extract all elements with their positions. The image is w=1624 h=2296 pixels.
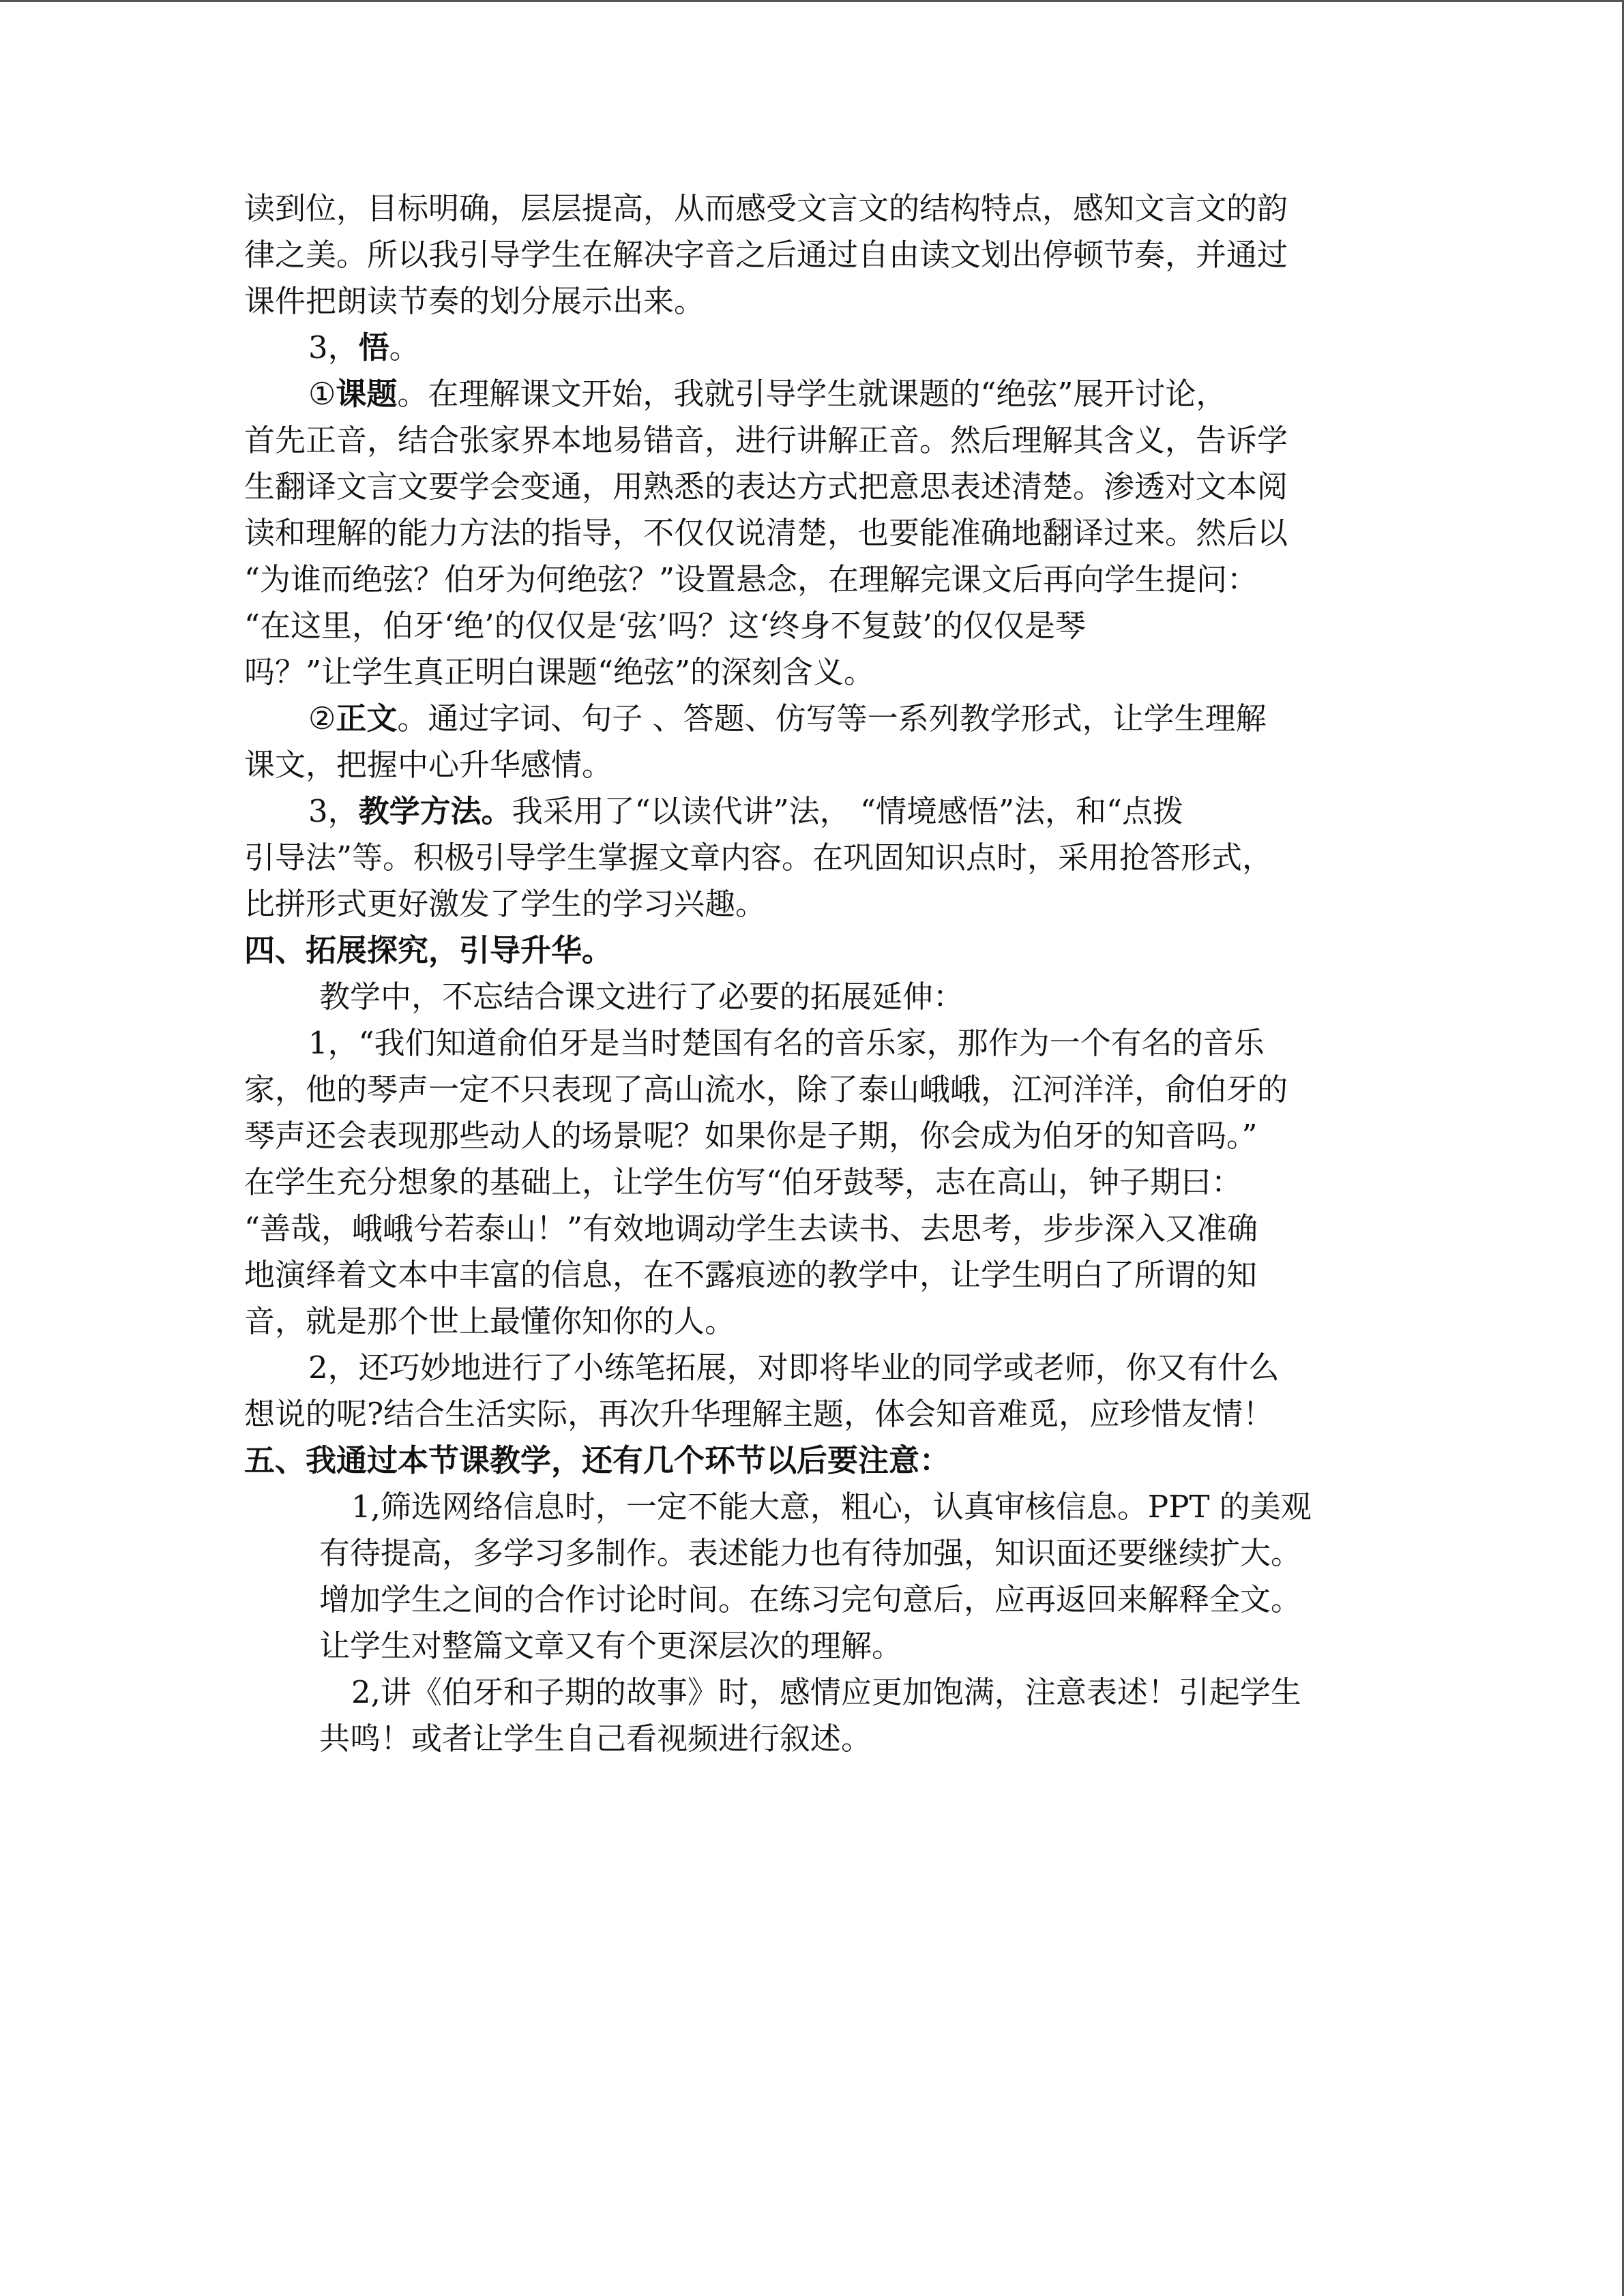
- paragraph-line: 家，他的琴声一定不只表现了高山流水，除了泰山峨峨，江河洋洋，俞伯牙的: [244, 1071, 1288, 1107]
- paragraph-line: 增加学生之间的合作讨论时间。在练习完句意后，应再返回来解释全文。: [319, 1581, 1302, 1617]
- subitem-keti: [244, 371, 1382, 417]
- paragraph-line: 在学生充分想象的基础上，让学生仿写“伯牙鼓琴，志在高山，钟子期曰：: [244, 1164, 1243, 1200]
- subsection-title: 悟: [358, 329, 389, 366]
- paragraph-line: 有待提高，多学习多制作。表述能力也有待加强，知识面还要继续扩大。: [319, 1535, 1302, 1571]
- item-number: ①: [308, 376, 336, 412]
- page-top-border: [0, 0, 1624, 2]
- section-heading-5: 五、我通过本节课教学，还有几个环节以后要注意：: [244, 1442, 951, 1478]
- paragraph-line: “善哉，峨峨兮若泰山！”有效地调动学生去读书、去思考，步步深入又准确: [244, 1210, 1258, 1247]
- paragraph-line: 吗？”让学生真正明白课题“绝弦”的深刻含义。: [244, 654, 875, 690]
- paragraph-text: 。通过字词、句子 、答题、仿写等一系列教学形式，让学生理解: [397, 700, 1267, 736]
- punctuation: 。: [389, 329, 420, 366]
- paragraph-line: 读和理解的能力方法的指导，不仅仅说清楚，也要能准确地翻译过来。然后以: [244, 515, 1288, 551]
- subitem-title: 正文: [336, 700, 398, 736]
- item-number: ②: [308, 700, 336, 736]
- paragraph-line: 2，还巧妙地进行了小练笔拓展，对即将毕业的同学或老师，你又有什么: [308, 1350, 1280, 1386]
- subitem-title: 课题: [336, 376, 398, 412]
- paragraph-line: 共鸣！或者让学生自己看视频进行叙述。: [319, 1720, 872, 1757]
- paragraph-line: 生翻译文言文要学会变通，用熟悉的表达方式把意思表述清楚。渗透对文本阅: [244, 468, 1288, 505]
- paragraph-line: 首先正音，结合张家界本地易错音，进行讲解正音。然后理解其含义，告诉学: [244, 422, 1288, 458]
- paragraph-line: 比拼形式更好激发了学生的学习兴趣。: [244, 886, 767, 922]
- item-number: 3，: [308, 793, 359, 829]
- paragraph-text: 。在理解课文开始，我就引导学生就课题的“绝弦”展开讨论，: [397, 376, 1227, 412]
- item-number: 3，: [308, 329, 359, 366]
- paragraph-line: 想说的呢?结合生活实际，再次升华理解主题，体会知音难觅，应珍惜友情！: [244, 1396, 1274, 1432]
- paragraph-text: 我采用了“以读代讲”法， “情境感悟”法，和“点拨: [512, 793, 1183, 829]
- paragraph-line: 音，就是那个世上最懂你知你的人。: [244, 1303, 736, 1339]
- paragraph-line: 引导法”等。积极引导学生掌握文章内容。在巩固知识点时，采用抢答形式，: [244, 839, 1273, 876]
- list-item: 2,讲《伯牙和子期的故事》时，感情应更加饱满，注意表述！引起学生: [351, 1674, 1301, 1710]
- paragraph-line: 琴声还会表现那些动人的场景呢？如果你是子期，你会成为伯牙的知音吗。”: [244, 1118, 1258, 1154]
- paragraph-line: “在这里，伯牙‘绝’的仅仅是‘弦’吗？这‘终身不复鼓’的仅仅是琴: [244, 608, 1086, 644]
- paragraph-line: 地演绎着文本中丰富的信息，在不露痕迹的教学中，让学生明白了所谓的知: [244, 1257, 1258, 1293]
- list-item: 1,筛选网络信息时，一定不能大意，粗心，认真审核信息。PPT 的美观: [351, 1489, 1312, 1525]
- paragraph-line: 读到位，目标明确，层层提高，从而感受文言文的结构特点，感知文言文的韵: [244, 190, 1288, 226]
- document-body: [244, 185, 1382, 1762]
- subsection-title: 教学方法。: [358, 793, 512, 829]
- subsection-method: [244, 788, 1382, 835]
- paragraph-line: 教学中，不忘结合课文进行了必要的拓展延伸：: [319, 979, 964, 1015]
- subsection-wu: [244, 325, 1382, 371]
- section-heading-4: 四、拓展探究，引导升华。: [244, 932, 613, 968]
- paragraph-line: 1，“我们知道俞伯牙是当时楚国有名的音乐家，那作为一个有名的音乐: [308, 1025, 1265, 1061]
- paragraph-line: 律之美。所以我引导学生在解决字音之后通过自由读文划出停顿节奏，并通过: [244, 237, 1288, 273]
- paragraph-line: 课件把朗读节奏的划分展示出来。: [244, 283, 705, 319]
- subitem-zhengwen: [244, 696, 1382, 742]
- paragraph-line: 课文，把握中心升华感情。: [244, 747, 613, 783]
- paragraph-line: 让学生对整篇文章又有个更深层次的理解。: [319, 1628, 903, 1664]
- paragraph-line: “为谁而绝弦？伯牙为何绝弦？”设置悬念，在理解完课文后再向学生提问：: [244, 561, 1258, 597]
